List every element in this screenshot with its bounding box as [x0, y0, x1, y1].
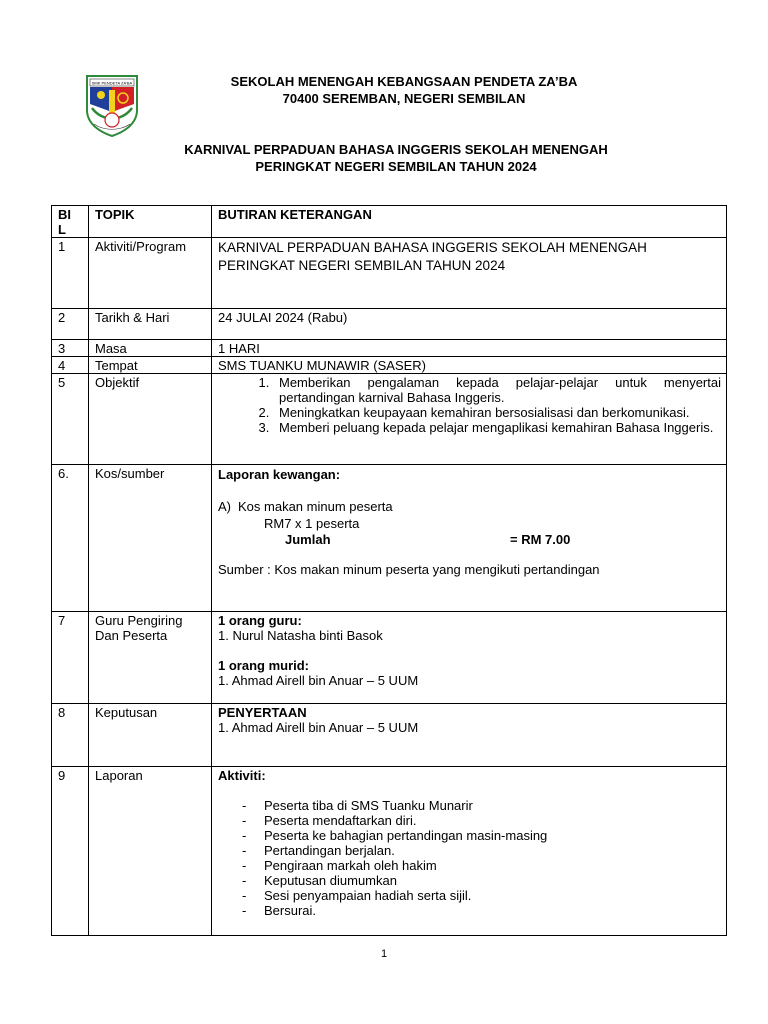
row-topic: Kos/sumber	[89, 465, 212, 612]
row-topic: Masa	[89, 340, 212, 357]
event-title-line-1: KARNIVAL PERPADUAN BAHASA INGGERIS SEKOLAH MENENGAH	[184, 142, 608, 157]
funding-source: Sumber : Kos makan minum peserta yang mengikuti pertandingan	[218, 562, 600, 577]
row-number: 3	[52, 340, 89, 357]
row-topic: Laporan	[89, 767, 212, 936]
row-detail	[212, 767, 727, 936]
row-topic: Keputusan	[89, 704, 212, 767]
row-detail: 24 JULAI 2024 (Rabu)	[212, 309, 727, 340]
student-heading: 1 orang murid:	[218, 658, 310, 673]
row-detail	[212, 374, 727, 465]
table-row	[52, 704, 727, 767]
list-item: - Peserta tiba di SMS Tuanku Munarir	[242, 798, 721, 813]
row-number: 2	[52, 309, 89, 340]
row-detail	[212, 612, 727, 704]
topic-line-1: Guru Pengiring	[95, 613, 183, 628]
col-header-topik: TOPIK	[89, 206, 212, 238]
row-number: 5	[52, 374, 89, 465]
row-topic: Objektif	[89, 374, 212, 465]
row-topic	[89, 612, 212, 704]
cost-item-text: Kos makan minum peserta	[238, 499, 393, 514]
total-label: Jumlah	[285, 532, 331, 547]
school-header	[20, 73, 768, 107]
page-number: 1	[380, 948, 388, 960]
event-title-line-2: PERINGKAT NEGERI SEMBILAN TAHUN 2024	[255, 159, 537, 174]
row-number: 1	[52, 238, 89, 309]
list-item: - Keputusan diumumkan	[242, 873, 721, 888]
objective-list	[218, 375, 721, 435]
list-item: 3. Memberi peluang kepada pelajar mengaplikasi kemahiran Bahasa Inggeris.	[273, 420, 721, 435]
school-address: 70400 SEREMBAN, NEGERI SEMBILAN	[282, 91, 526, 106]
table-row	[52, 374, 727, 465]
row-number: 6.	[52, 465, 89, 612]
table-row	[52, 309, 727, 340]
student-name: 1. Ahmad Airell bin Anuar – 5 UUM	[218, 673, 419, 688]
list-item: - Sesi penyampaian hadiah serta sijil.	[242, 888, 721, 903]
table-row	[52, 767, 727, 936]
finance-heading: Laporan kewangan:	[218, 467, 341, 482]
program-title-line-2: PERINGKAT NEGERI SEMBILAN TAHUN 2024	[218, 258, 506, 273]
table-header-row	[52, 206, 727, 238]
table-row	[52, 340, 727, 357]
row-number: 8	[52, 704, 89, 767]
event-header	[12, 141, 768, 175]
row-detail	[212, 704, 727, 767]
table-row	[52, 238, 727, 309]
result-detail: 1. Ahmad Airell bin Anuar – 5 UUM	[218, 720, 419, 735]
row-number: 7	[52, 612, 89, 704]
program-report-table	[51, 205, 727, 936]
list-item: - Peserta mendaftarkan diri.	[242, 813, 721, 828]
col-header-bil: BI L	[52, 206, 89, 238]
result-heading: PENYERTAAN	[218, 705, 307, 720]
cost-calculation: RM7 x 1 peserta	[264, 516, 360, 531]
crest-text: SMK PENDETA ZA'BA	[91, 80, 133, 86]
school-name: SEKOLAH MENENGAH KEBANGSAAN PENDETA ZA’BA	[230, 74, 578, 89]
list-item: - Peserta ke bahagian pertandingan masin-masing	[242, 828, 721, 843]
list-item: - Pengiraan markah oleh hakim	[242, 858, 721, 873]
list-item: 2. Meningkatkan keupayaan kemahiran bersosialisasi dan berkomunikasi.	[273, 405, 721, 420]
row-detail	[212, 465, 727, 612]
teacher-name: 1. Nurul Natasha binti Basok	[218, 628, 383, 643]
list-item: - Pertandingan berjalan.	[242, 843, 721, 858]
program-title-line-1: KARNIVAL PERPADUAN BAHASA INGGERIS SEKOLAH MENENGAH	[218, 240, 647, 255]
row-topic: Tarikh & Hari	[89, 309, 212, 340]
row-topic: Aktiviti/Program	[89, 238, 212, 309]
activity-list	[218, 798, 721, 918]
table-row	[52, 465, 727, 612]
cost-item-label: A)	[218, 499, 231, 514]
table-row	[52, 612, 727, 704]
list-item: - Bersurai.	[242, 903, 721, 918]
table-row	[52, 357, 727, 374]
activity-heading: Aktiviti:	[218, 768, 266, 783]
row-detail: 1 HARI	[212, 340, 727, 357]
topic-line-2: Dan Peserta	[95, 628, 168, 643]
row-number: 9	[52, 767, 89, 936]
row-detail	[212, 238, 727, 309]
row-detail: SMS TUANKU MUNAWIR (SASER)	[212, 357, 727, 374]
col-header-butiran: BUTIRAN KETERANGAN	[212, 206, 727, 238]
row-topic: Tempat	[89, 357, 212, 374]
total-value: = RM 7.00	[510, 532, 571, 547]
row-number: 4	[52, 357, 89, 374]
list-item: 1. Memberikan pengalaman kepada pelajar-pelajar untuk menyertai pertandingan karnival Bahasa Inggeris.	[273, 375, 721, 405]
teacher-heading: 1 orang guru:	[218, 613, 302, 628]
